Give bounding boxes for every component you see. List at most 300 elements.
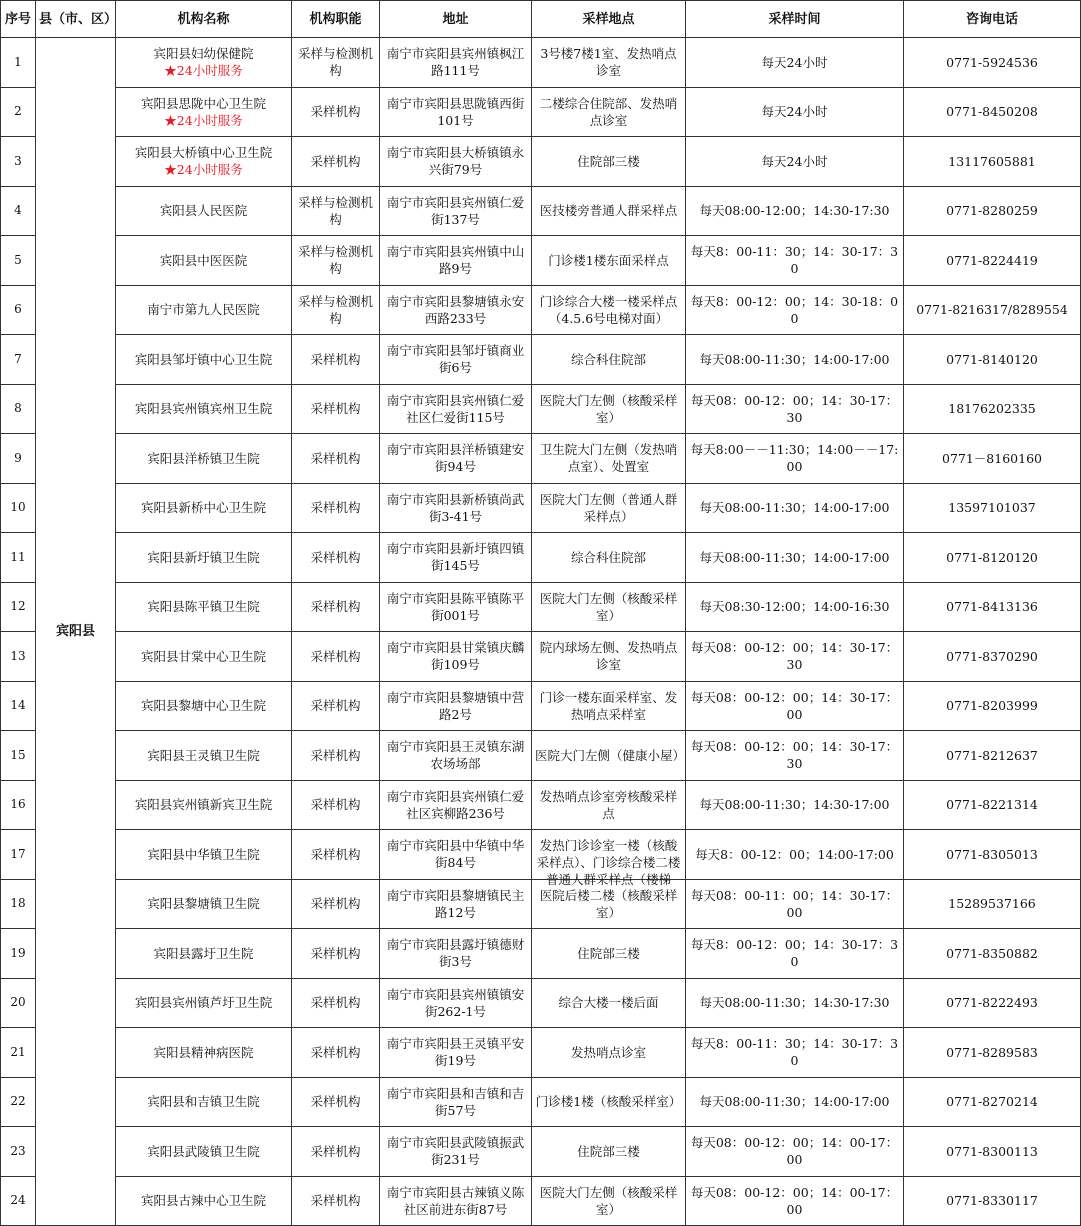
institution-name: 南宁市第九人民医院 <box>147 302 260 318</box>
site-text: 门诊楼1楼（核酸采样室） <box>535 1094 682 1110</box>
cell-site <box>532 1077 686 1127</box>
header-address: 地址 <box>380 1 532 38</box>
cell-time <box>686 335 904 385</box>
cell-phone: 0771-8450208 <box>904 87 1081 137</box>
cell-site <box>532 285 686 335</box>
time-text: 每天8：00-11：30；14：30-17：30 <box>690 244 899 277</box>
cell-function <box>292 1077 380 1127</box>
function-text: 采样机构 <box>310 698 361 714</box>
cell-time <box>686 137 904 187</box>
function-text: 采样机构 <box>310 104 361 120</box>
address-text: 南宁市宾阳县黎塘镇中营路2号 <box>386 689 525 722</box>
cell-time <box>686 285 904 335</box>
site-text: 二楼综合住院部、发热哨点诊室 <box>539 95 678 128</box>
cell-phone: 0771-8216317/8289554 <box>904 285 1081 335</box>
table-row <box>1 38 1081 88</box>
cell-site <box>532 533 686 583</box>
function-text: 采样机构 <box>310 797 361 813</box>
site-text: 门诊楼1楼东面采样点 <box>548 252 669 268</box>
institution-name: 宾阳县露圩卫生院 <box>153 945 254 961</box>
cell-function <box>292 582 380 632</box>
cell-name <box>116 879 292 929</box>
cell-time <box>686 434 904 484</box>
cell-no: 5 <box>1 236 36 286</box>
cell-no: 20 <box>1 978 36 1028</box>
cell-no: 1 <box>1 38 36 88</box>
cell-site <box>532 681 686 731</box>
address-text: 南宁市宾阳县和吉镇和吉街57号 <box>386 1085 525 1118</box>
cell-no: 12 <box>1 582 36 632</box>
address-text: 南宁市宾阳县露圩镇德财街3号 <box>386 937 525 970</box>
cell-address <box>380 632 532 682</box>
table-row <box>1 1127 1081 1177</box>
function-text: 采样机构 <box>310 945 361 961</box>
cell-no: 4 <box>1 186 36 236</box>
institution-name: 宾阳县洋桥镇卫生院 <box>147 450 260 466</box>
cell-time <box>686 1077 904 1127</box>
institution-name: 宾阳县新桥中心卫生院 <box>140 500 266 516</box>
function-text: 采样机构 <box>310 401 361 417</box>
address-text: 南宁市宾阳县王灵镇东湖农场场部 <box>386 739 525 772</box>
site-text: 院内球场左侧、发热哨点诊室 <box>539 640 678 673</box>
cell-no: 10 <box>1 483 36 533</box>
time-text: 每天8：00-12：00；14:00-17:00 <box>695 846 894 862</box>
cell-site <box>532 384 686 434</box>
cell-site <box>532 1028 686 1078</box>
cell-time <box>686 483 904 533</box>
cell-name <box>116 285 292 335</box>
site-text: 住院部三楼 <box>577 153 640 169</box>
address-text: 南宁市宾阳县宾州镇仁爱社区仁爱街115号 <box>386 392 525 425</box>
cell-function <box>292 38 380 88</box>
function-text: 采样机构 <box>310 995 361 1011</box>
institution-name: 宾阳县思陇中心卫生院 <box>140 95 266 111</box>
institution-name: 宾阳县甘棠中心卫生院 <box>140 648 266 664</box>
cell-phone: 0771-5924536 <box>904 38 1081 88</box>
cell-function <box>292 1176 380 1226</box>
cell-name <box>116 38 292 88</box>
service-note: ★24小时服务 <box>164 162 243 178</box>
table-row <box>1 830 1081 880</box>
institution-name: 宾阳县大桥镇中心卫生院 <box>134 145 273 161</box>
time-text: 每天08:00-11:30；14:00-17:00 <box>699 1094 890 1110</box>
cell-time <box>686 929 904 979</box>
cell-phone: 18176202335 <box>904 384 1081 434</box>
site-text: 发热哨点诊室旁核酸采样点 <box>539 788 678 821</box>
cell-phone: 0771－8160160 <box>904 434 1081 484</box>
site-text: 综合大楼一楼后面 <box>558 995 659 1011</box>
time-text: 每天8:00－－11:30；14:00－－17:00 <box>690 442 899 475</box>
cell-function <box>292 830 380 880</box>
cell-site <box>532 483 686 533</box>
table-row <box>1 681 1081 731</box>
time-text: 每天08：00-12：00；14：00-17：00 <box>690 1184 899 1217</box>
cell-phone: 0771-8222493 <box>904 978 1081 1028</box>
function-text: 采样与检测机构 <box>297 194 373 227</box>
cell-function <box>292 1028 380 1078</box>
cell-time <box>686 1028 904 1078</box>
table-row <box>1 137 1081 187</box>
cell-site <box>532 236 686 286</box>
cell-name <box>116 1127 292 1177</box>
cell-phone: 0771-8305013 <box>904 830 1081 880</box>
cell-phone: 0771-8270214 <box>904 1077 1081 1127</box>
header-no: 序号 <box>1 1 36 38</box>
function-text: 采样机构 <box>310 351 361 367</box>
cell-function <box>292 87 380 137</box>
cell-address <box>380 830 532 880</box>
cell-phone: 0771-8370290 <box>904 632 1081 682</box>
cell-address <box>380 384 532 434</box>
cell-address <box>380 434 532 484</box>
site-text: 医院大门左侧（普通人群采样点） <box>539 491 678 524</box>
service-note: ★24小时服务 <box>164 63 243 79</box>
header-time: 采样时间 <box>686 1 904 38</box>
cell-no: 21 <box>1 1028 36 1078</box>
cell-site <box>532 186 686 236</box>
function-text: 采样机构 <box>310 500 361 516</box>
address-text: 南宁市宾阳县黎塘镇永安西路233号 <box>386 293 525 326</box>
cell-function <box>292 335 380 385</box>
cell-phone: 0771-8203999 <box>904 681 1081 731</box>
time-text: 每天24小时 <box>761 153 828 169</box>
cell-function <box>292 978 380 1028</box>
institution-name: 宾阳县中华镇卫生院 <box>147 846 260 862</box>
cell-time <box>686 731 904 781</box>
cell-function <box>292 434 380 484</box>
cell-site <box>532 137 686 187</box>
site-text: 门诊综合大楼一楼采样点（4.5.6号电梯对面） <box>539 293 678 326</box>
address-text: 南宁市宾阳县思陇镇西街101号 <box>386 95 525 128</box>
cell-name <box>116 483 292 533</box>
institution-name: 宾阳县人民医院 <box>159 203 248 219</box>
time-text: 每天08：00-12：00；14：30-17：30 <box>690 392 899 425</box>
header-function: 机构职能 <box>292 1 380 38</box>
address-text: 南宁市宾阳县古辣镇义陈社区前进东街87号 <box>386 1184 525 1217</box>
table-row <box>1 1028 1081 1078</box>
cell-function <box>292 483 380 533</box>
cell-county: 宾阳县 <box>36 38 116 1226</box>
table-row <box>1 929 1081 979</box>
cell-site <box>532 582 686 632</box>
address-text: 南宁市宾阳县宾州镇中山路9号 <box>386 244 525 277</box>
site-text: 医院大门左侧（健康小屋） <box>535 747 686 763</box>
cell-name <box>116 681 292 731</box>
cell-name <box>116 533 292 583</box>
institution-name: 宾阳县新圩镇卫生院 <box>147 549 260 565</box>
site-text: 医院大门左侧（核酸采样室） <box>539 1184 678 1217</box>
cell-site <box>532 434 686 484</box>
cell-site <box>532 335 686 385</box>
address-text: 南宁市宾阳县黎塘镇民主路12号 <box>386 887 525 920</box>
cell-name <box>116 434 292 484</box>
institution-name: 宾阳县陈平镇卫生院 <box>147 599 260 615</box>
cell-function <box>292 384 380 434</box>
time-text: 每天08:00-11:30；14:30-17:00 <box>699 797 890 813</box>
function-text: 采样机构 <box>310 648 361 664</box>
time-text: 每天08:00-11:30；14:00-17:00 <box>699 500 890 516</box>
table-row <box>1 335 1081 385</box>
time-text: 每天8：00-11：30；14：30-17：30 <box>690 1036 899 1069</box>
cell-phone: 0771-8212637 <box>904 731 1081 781</box>
institution-name: 宾阳县黎塘镇卫生院 <box>147 896 260 912</box>
institution-name: 宾阳县王灵镇卫生院 <box>147 747 260 763</box>
address-text: 南宁市宾阳县宾州镇镇安街262-1号 <box>386 986 525 1019</box>
cell-time <box>686 236 904 286</box>
time-text: 每天08：00-12：00；14：30-17：30 <box>690 640 899 673</box>
cell-no: 23 <box>1 1127 36 1177</box>
time-text: 每天08:00-11:30；14:30-17:30 <box>699 995 890 1011</box>
table-row <box>1 186 1081 236</box>
institution-name: 宾阳县邹圩镇中心卫生院 <box>134 351 273 367</box>
cell-address <box>380 1028 532 1078</box>
function-text: 采样机构 <box>310 549 361 565</box>
institution-name: 宾阳县中医医院 <box>159 252 248 268</box>
cell-address <box>380 731 532 781</box>
institution-name: 宾阳县古辣中心卫生院 <box>140 1193 266 1209</box>
cell-name <box>116 1077 292 1127</box>
cell-time <box>686 780 904 830</box>
table-row <box>1 236 1081 286</box>
cell-site <box>532 1127 686 1177</box>
table-row <box>1 384 1081 434</box>
cell-phone: 0771-8120120 <box>904 533 1081 583</box>
cell-site <box>532 830 686 888</box>
table-row <box>1 285 1081 335</box>
cell-no: 19 <box>1 929 36 979</box>
cell-name <box>116 929 292 979</box>
address-text: 南宁市宾阳县大桥镇镇永兴街79号 <box>386 145 525 178</box>
table-row <box>1 1176 1081 1226</box>
cell-address <box>380 1176 532 1226</box>
site-text: 综合科住院部 <box>570 351 646 367</box>
cell-address <box>380 1127 532 1177</box>
function-text: 采样机构 <box>310 1094 361 1110</box>
cell-phone: 0771-8221314 <box>904 780 1081 830</box>
cell-name <box>116 978 292 1028</box>
site-text: 医技楼旁普通人群采样点 <box>539 203 678 219</box>
cell-time <box>686 632 904 682</box>
address-text: 南宁市宾阳县宾州镇仁爱社区宾柳路236号 <box>386 788 525 821</box>
cell-site <box>532 1176 686 1226</box>
cell-time <box>686 830 904 880</box>
cell-site <box>532 929 686 979</box>
site-text: 门诊一楼东面采样室、发热哨点采样室 <box>539 689 678 722</box>
site-text: 3号楼7楼1室、发热哨点诊室 <box>540 46 677 79</box>
cell-site <box>532 978 686 1028</box>
institution-name: 宾阳县武陵镇卫生院 <box>147 1143 260 1159</box>
cell-function <box>292 731 380 781</box>
time-text: 每天08：00-12：00；14：30-17：00 <box>690 689 899 722</box>
cell-site <box>532 632 686 682</box>
site-text: 发热门诊诊室一楼（核酸采样点）、门诊综合楼二楼普通人群采样点（楼梯 <box>536 838 681 888</box>
site-text: 医院大门左侧（核酸采样室） <box>539 392 678 425</box>
institution-name: 宾阳县宾州镇芦圩卫生院 <box>134 995 273 1011</box>
cell-name <box>116 384 292 434</box>
cell-name <box>116 582 292 632</box>
cell-name <box>116 780 292 830</box>
cell-no: 24 <box>1 1176 36 1226</box>
cell-address <box>380 137 532 187</box>
cell-phone: 0771-8350882 <box>904 929 1081 979</box>
table-row <box>1 879 1081 929</box>
cell-name <box>116 87 292 137</box>
table-row <box>1 731 1081 781</box>
address-text: 南宁市宾阳县邹圩镇商业街6号 <box>386 343 525 376</box>
cell-function <box>292 236 380 286</box>
cell-name <box>116 137 292 187</box>
function-text: 采样机构 <box>310 153 361 169</box>
cell-time <box>686 1127 904 1177</box>
cell-address <box>380 186 532 236</box>
cell-time <box>686 1176 904 1226</box>
address-text: 南宁市宾阳县中华镇中华街84号 <box>386 838 525 871</box>
cell-time <box>686 978 904 1028</box>
site-text: 综合科住院部 <box>570 549 646 565</box>
cell-site <box>532 731 686 781</box>
site-text: 住院部三楼 <box>577 1143 640 1159</box>
site-text: 卫生院大门左侧（发热哨点室）、处置室 <box>539 442 678 475</box>
cell-function <box>292 879 380 929</box>
table-row <box>1 533 1081 583</box>
institution-name: 宾阳县和吉镇卫生院 <box>147 1094 260 1110</box>
cell-address <box>380 1077 532 1127</box>
cell-no: 18 <box>1 879 36 929</box>
institution-name: 宾阳县宾州镇新宾卫生院 <box>134 797 273 813</box>
time-text: 每天08:00-12:00；14:30-17:30 <box>699 203 890 219</box>
cell-address <box>380 38 532 88</box>
cell-phone: 0771-8224419 <box>904 236 1081 286</box>
service-note: ★24小时服务 <box>164 112 243 128</box>
institution-name: 宾阳县宾州镇宾州卫生院 <box>134 401 273 417</box>
cell-no: 14 <box>1 681 36 731</box>
table-row <box>1 483 1081 533</box>
cell-address <box>380 780 532 830</box>
institution-name: 宾阳县黎塘中心卫生院 <box>140 698 266 714</box>
cell-no: 9 <box>1 434 36 484</box>
cell-function <box>292 285 380 335</box>
address-text: 南宁市宾阳县武陵镇振武街231号 <box>386 1135 525 1168</box>
cell-phone: 15289537166 <box>904 879 1081 929</box>
time-text: 每天08：00-12：00；14：30-17：30 <box>690 739 899 772</box>
header-phone: 咨询电话 <box>904 1 1081 38</box>
time-text: 每天08:00-11:30；14:00-17:00 <box>699 351 890 367</box>
address-text: 南宁市宾阳县洋桥镇建安街94号 <box>386 442 525 475</box>
time-text: 每天8：00-12：00；14：30-17：30 <box>690 937 899 970</box>
function-text: 采样机构 <box>310 599 361 615</box>
table-row <box>1 87 1081 137</box>
cell-time <box>686 582 904 632</box>
cell-name <box>116 632 292 682</box>
function-text: 采样机构 <box>310 846 361 862</box>
cell-name <box>116 236 292 286</box>
cell-phone: 0771-8289583 <box>904 1028 1081 1078</box>
table-row <box>1 780 1081 830</box>
cell-no: 7 <box>1 335 36 385</box>
cell-no: 17 <box>1 830 36 880</box>
cell-no: 2 <box>1 87 36 137</box>
header-name: 机构名称 <box>116 1 292 38</box>
site-text: 住院部三楼 <box>577 945 640 961</box>
cell-time <box>686 87 904 137</box>
address-text: 南宁市宾阳县宾州镇仁爱街137号 <box>386 194 525 227</box>
cell-time <box>686 681 904 731</box>
function-text: 采样机构 <box>310 747 361 763</box>
time-text: 每天8：00-12：00；14：30-18：00 <box>690 293 899 326</box>
cell-address <box>380 335 532 385</box>
institution-name: 宾阳县妇幼保健院 <box>153 46 254 62</box>
cell-function <box>292 681 380 731</box>
cell-phone: 0771-8413136 <box>904 582 1081 632</box>
table-row <box>1 632 1081 682</box>
cell-function <box>292 632 380 682</box>
cell-function <box>292 1127 380 1177</box>
address-text: 南宁市宾阳县陈平镇陈平街001号 <box>386 590 525 623</box>
cell-site <box>532 879 686 929</box>
cell-address <box>380 582 532 632</box>
function-text: 采样机构 <box>310 1044 361 1060</box>
function-text: 采样机构 <box>310 450 361 466</box>
cell-time <box>686 38 904 88</box>
cell-name <box>116 1176 292 1226</box>
cell-address <box>380 879 532 929</box>
cell-function <box>292 137 380 187</box>
cell-no: 6 <box>1 285 36 335</box>
cell-phone: 0771-8280259 <box>904 186 1081 236</box>
cell-phone: 13117605881 <box>904 137 1081 187</box>
time-text: 每天08：00-12：00；14：00-17：00 <box>690 1135 899 1168</box>
time-text: 每天08:30-12:00；14:00-16:30 <box>699 599 890 615</box>
site-text: 医院后楼二楼（核酸采样室） <box>539 887 678 920</box>
cell-name <box>116 731 292 781</box>
header-site: 采样地点 <box>532 1 686 38</box>
header-county: 县（市、区） <box>36 1 116 38</box>
function-text: 采样机构 <box>310 1193 361 1209</box>
cell-time <box>686 384 904 434</box>
table-row <box>1 434 1081 484</box>
cell-address <box>380 236 532 286</box>
cell-no: 15 <box>1 731 36 781</box>
cell-address <box>380 681 532 731</box>
function-text: 采样机构 <box>310 896 361 912</box>
time-text: 每天24小时 <box>761 54 828 70</box>
function-text: 采样机构 <box>310 1143 361 1159</box>
address-text: 南宁市宾阳县宾州镇枫江路111号 <box>386 46 525 79</box>
time-text: 每天24小时 <box>761 104 828 120</box>
cell-time <box>686 533 904 583</box>
time-text: 每天08:00-11:30；14:00-17:00 <box>699 549 890 565</box>
cell-no: 11 <box>1 533 36 583</box>
cell-time <box>686 186 904 236</box>
table-row <box>1 582 1081 632</box>
cell-site <box>532 87 686 137</box>
cell-address <box>380 978 532 1028</box>
time-text: 每天08：00-11：00；14：30-17：00 <box>690 887 899 920</box>
cell-name <box>116 830 292 880</box>
cell-phone: 0771-8140120 <box>904 335 1081 385</box>
cell-address <box>380 87 532 137</box>
cell-address <box>380 929 532 979</box>
cell-no: 3 <box>1 137 36 187</box>
table-row <box>1 1077 1081 1127</box>
function-text: 采样与检测机构 <box>297 244 373 277</box>
header-row <box>1 1 1081 38</box>
cell-name <box>116 186 292 236</box>
table-row <box>1 978 1081 1028</box>
cell-no: 22 <box>1 1077 36 1127</box>
cell-phone: 0771-8330117 <box>904 1176 1081 1226</box>
site-text: 医院大门左侧（核酸采样室） <box>539 590 678 623</box>
